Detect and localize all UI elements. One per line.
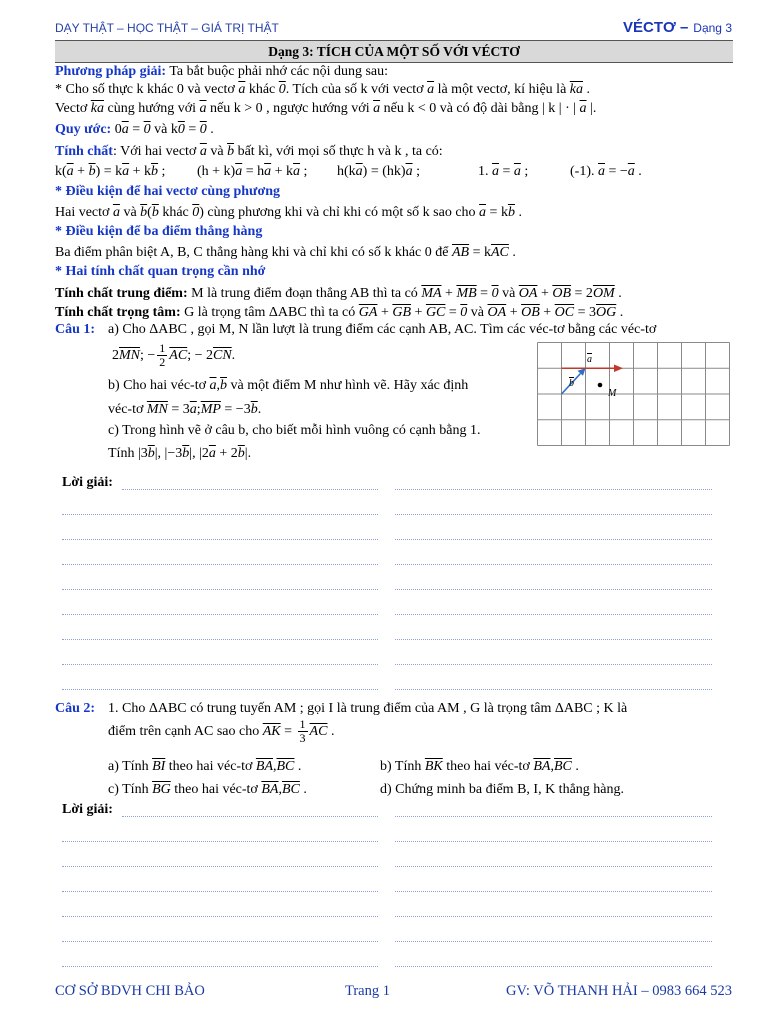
vector-expr: $\overline{a}$ <box>238 82 246 97</box>
vector-a-label: a <box>587 354 592 365</box>
vector-expr: $\overline{BA}$ <box>533 759 551 774</box>
vector-expr: $\overline{a}$ <box>189 402 197 417</box>
text-run: . <box>231 348 236 363</box>
vector-expr: $\overline{AC}$ <box>491 245 509 260</box>
text-run: = −3 <box>220 402 251 417</box>
grid-figure <box>537 342 730 447</box>
question-1-part-c-magnitudes <box>108 445 251 463</box>
formula-distributive-scalars <box>197 163 307 181</box>
text-run: ; − <box>140 348 156 363</box>
text-run: và <box>119 205 141 220</box>
important-heading: * Hai tính chất quan trọng cần nhớ <box>55 264 266 279</box>
three-points-line <box>55 244 516 262</box>
vector-expr: $\overline{a}$ <box>513 164 521 179</box>
answer-line[interactable] <box>62 639 378 640</box>
text-run: = − <box>605 164 628 179</box>
vector-expr: $\overline{a}$ <box>66 164 74 179</box>
text-run: |, |2 <box>189 446 209 461</box>
header-slogan: DẠY THẬT – HỌC THẬT – GIÁ TRỊ THẬT <box>55 21 279 35</box>
vector-expr: $\overline{b}$ <box>140 205 148 220</box>
text-run: , <box>278 782 282 797</box>
text-run: + <box>506 305 522 320</box>
text-run: a) Tính <box>108 759 153 774</box>
vector-expr: $\overline{b}$ <box>88 164 96 179</box>
vector-expr: $\overline{AC}$ <box>169 348 188 363</box>
convention-line <box>55 121 214 139</box>
vector-b-label: b <box>569 378 574 389</box>
vector-expr: $\overline{a}$ <box>492 164 499 179</box>
vector-expr: $\overline{a}$ <box>479 205 487 220</box>
point-m-dot <box>598 383 603 388</box>
answer-line[interactable] <box>395 816 712 817</box>
text-run: ) = (hk) <box>362 164 406 179</box>
fraction-numerator: 1 <box>299 717 306 732</box>
footer-page-number: Trang 1 <box>345 983 390 999</box>
answer-line[interactable] <box>395 916 712 917</box>
vector-expr: $\overline{a}$ <box>199 144 207 159</box>
text-run: = k <box>469 245 491 260</box>
centroid-label: Tính chất trọng tâm: <box>55 305 181 320</box>
text-run: Vectơ <box>55 101 91 116</box>
text-run: 1. <box>478 164 492 179</box>
text-run: = 2 <box>571 286 593 301</box>
text-run: * Cho số thực k khác 0 và vectơ <box>55 82 239 97</box>
vector-expr: $\overline{BI}$ <box>152 759 166 774</box>
text-run: điểm trên cạnh AC sao cho <box>108 724 263 739</box>
text-run: và một điểm M như hình vẽ. Hãy xác định <box>227 378 469 393</box>
answer-line[interactable] <box>62 689 378 690</box>
text-run: và <box>467 305 488 320</box>
text-run: = <box>445 305 461 320</box>
text-run: . <box>327 724 335 739</box>
text-run: M là trung điểm đoạn thẳng AB thì ta có <box>187 286 422 301</box>
vector-expr: 0 <box>491 286 499 301</box>
answer-line[interactable] <box>395 941 712 942</box>
vector-expr: $\overline{AB}$ <box>451 245 470 260</box>
vector-expr: $\overline{b}$ <box>151 164 159 179</box>
text-run: , <box>216 378 220 393</box>
text-run: ( <box>147 205 152 220</box>
text-run: nếu k < 0 và có độ dài bằng | k | · | <box>380 101 580 116</box>
vector-expr: $\overline{OC}$ <box>554 305 575 320</box>
vector-expr: $\overline{ka}$ <box>569 82 583 97</box>
text-run: + <box>411 305 426 320</box>
vector-expr: $\overline{b}$ <box>237 446 245 461</box>
vector-expr: $\overline{MN}$ <box>119 348 140 363</box>
collinear-heading: * Điều kiện để hai vectơ cùng phương <box>55 184 280 199</box>
text-run: , <box>550 759 554 774</box>
text-run: nếu k > 0 , ngược hướng với <box>206 101 374 116</box>
text-run: khác <box>158 205 193 220</box>
vector-expr: $\overline{BA}$ <box>261 782 279 797</box>
vector-expr: $\overline{b}$ <box>220 378 227 393</box>
text-run: . <box>294 759 302 774</box>
vector-expr: $\overline{BC}$ <box>281 782 300 797</box>
question-1-label: Câu 1: <box>55 322 96 337</box>
text-run: ; <box>520 164 529 179</box>
text-run: ; <box>300 164 308 179</box>
answer-line[interactable] <box>395 639 712 640</box>
vector-expr: $\overline{a}$ <box>427 82 435 97</box>
answer-line[interactable] <box>62 664 378 665</box>
vector-expr: 0 <box>199 122 207 137</box>
text-run: và k <box>150 122 178 137</box>
vector-expr: $\overline{OB}$ <box>521 305 540 320</box>
text-run: là một vectơ, kí hiệu là <box>434 82 570 97</box>
section-title-bar <box>55 40 733 63</box>
method-rule-2 <box>55 100 596 118</box>
formula-distributive-vectors <box>55 163 165 181</box>
topic-subtitle: Dạng 3 <box>693 21 732 35</box>
text-run: k( <box>55 164 67 179</box>
vector-expr: $\overline{GA}$ <box>358 305 378 320</box>
answer-line[interactable] <box>62 941 378 942</box>
vector-expr: $\overline{BK}$ <box>424 759 443 774</box>
text-run: = <box>128 122 144 137</box>
answer-line[interactable] <box>62 841 378 842</box>
answer-line[interactable] <box>122 489 378 490</box>
text-run: . <box>571 759 579 774</box>
text-run: |, |−3 <box>154 446 183 461</box>
vector-expr: $\overline{OA}$ <box>518 286 538 301</box>
vector-expr: $\overline{MP}$ <box>200 402 221 417</box>
text-run: ; − 2 <box>187 348 213 363</box>
text-run: Ba điểm phân biệt A, B, C thẳng hàng khi và chỉ khi có số k khác 0 để <box>55 245 452 260</box>
vector-expr: $\overline{a}$ <box>121 122 129 137</box>
text-run: ) = k <box>95 164 123 179</box>
text-run: + <box>539 305 555 320</box>
vector-expr: $\overline{b}$ <box>250 402 258 417</box>
question-1-part-b <box>108 377 468 395</box>
vector-expr: $\overline{a}$ <box>373 101 381 116</box>
vector-expr: $\overline{MA}$ <box>421 286 442 301</box>
vector-expr: $\overline{a}$ <box>122 164 130 179</box>
topic-title: VÉCTƠ – <box>622 19 689 36</box>
vector-expr: $\overline{a}$ <box>208 446 216 461</box>
footer-school: CƠ SỞ BDVH CHI BẢO <box>55 983 205 999</box>
text-run: . <box>508 245 516 260</box>
text-run: theo hai véc-tơ <box>165 759 256 774</box>
section-title: Dạng 3: TÍCH CỦA MỘT SỐ VỚI VÉCTƠ <box>268 44 520 59</box>
vector-expr: $\overline{BG}$ <box>152 782 171 797</box>
formula-identity <box>478 163 528 181</box>
fraction-denominator: 2 <box>159 355 166 370</box>
text-run: Ta bắt buộc phải nhớ các nội dung sau: <box>166 64 389 79</box>
text-run: véc-tơ <box>108 402 147 417</box>
text-run: theo hai véc-tơ <box>170 782 262 797</box>
question-2-part-a <box>108 758 301 776</box>
answer-line[interactable] <box>395 664 712 665</box>
vector-expr: $\overline{a}$ <box>199 101 207 116</box>
answer-line[interactable] <box>395 966 712 967</box>
vector-expr: 0 <box>143 122 151 137</box>
answer-line[interactable] <box>395 689 712 690</box>
answer-line[interactable] <box>395 489 712 490</box>
text-run: + <box>441 286 457 301</box>
vector-expr: $\overline{a}$ <box>264 164 272 179</box>
fraction-denominator: 3 <box>299 731 306 746</box>
vector-expr: $\overline{GB}$ <box>392 305 412 320</box>
text-run: = <box>499 164 514 179</box>
text-run: : Với hai vectơ <box>112 144 200 159</box>
answer-line[interactable] <box>62 891 378 892</box>
answer-line[interactable] <box>395 614 712 615</box>
point-m-label: M <box>608 388 617 399</box>
vector-expr: $\overline{OB}$ <box>552 286 572 301</box>
text-run: = 3 <box>574 305 597 320</box>
text-run: (h + k) <box>197 164 236 179</box>
fraction-numerator: 1 <box>159 341 166 356</box>
solution-label: Lời giải: <box>62 802 113 817</box>
answer-line[interactable] <box>62 614 378 615</box>
vector-expr: $\overline{b}$ <box>182 446 190 461</box>
text-run: = k <box>486 205 508 220</box>
question-2-statement: 1. Cho ΔABC có trung tuyến AM ; gọi I là trung điểm của AM , G là trọng tâm ΔABC ; K là <box>108 701 628 716</box>
text-run: , <box>273 759 277 774</box>
collinear-line <box>55 204 522 222</box>
vector-expr: $\overline{CN}$ <box>212 348 232 363</box>
method-label: Phương pháp giải: <box>55 64 167 79</box>
fraction <box>298 718 308 745</box>
text-run: . <box>634 164 642 179</box>
vector-expr: $\overline{a}$ <box>112 205 120 220</box>
vector-expr: $\overline{ka}$ <box>90 101 104 116</box>
text-run: = h <box>242 164 265 179</box>
question-1-part-c: c) Trong hình vẽ ở câu b, cho biết mỗi hình vuông có cạnh bằng 1. <box>108 423 481 438</box>
text-run: khác <box>245 82 279 97</box>
question-1-part-a: a) Cho ΔABC , gọi M, N lần lượt là trung điểm các cạnh AB, AC. Tìm các véc-tơ bằng các véc-tơ <box>108 322 657 337</box>
vector-expr: $\overline{OA}$ <box>487 305 507 320</box>
vector-a-arrow <box>562 365 624 373</box>
text-run: b) Tính <box>380 759 425 774</box>
text-run: 2 <box>112 348 119 363</box>
text-run: và <box>206 144 228 159</box>
text-run: = <box>184 122 200 137</box>
vector-expr: $\overline{b}$ <box>147 446 155 461</box>
midpoint-label: Tính chất trung điểm: <box>55 286 188 301</box>
text-run: và <box>498 286 519 301</box>
method-line <box>55 63 388 81</box>
text-run: + <box>377 305 393 320</box>
answer-line[interactable] <box>62 916 378 917</box>
answer-line[interactable] <box>395 891 712 892</box>
property-label: Tính chất <box>55 144 113 159</box>
text-run: . <box>206 122 214 137</box>
text-run: . <box>299 782 307 797</box>
formula-associative <box>337 163 420 181</box>
vector-expr: $\overline{a}$ <box>235 164 243 179</box>
answer-line[interactable] <box>62 539 378 540</box>
text-run: + k <box>271 164 294 179</box>
vector-expr: 0 <box>278 82 286 97</box>
vector-expr: $\overline{OM}$ <box>592 286 615 301</box>
text-run: . Tích của số k với vectơ <box>285 82 428 97</box>
answer-line[interactable] <box>122 816 378 817</box>
text-run: ) cùng phương khi và chỉ khi có một số k sao cho <box>199 205 480 220</box>
text-run: 0 <box>111 122 122 137</box>
question-2-part-d: d) Chứng minh ba điểm B, I, K thẳng hàng. <box>380 782 625 797</box>
footer-teacher: GV: VÕ THANH HẢI – 0983 664 523 <box>506 983 732 999</box>
grid-lines <box>538 343 730 446</box>
answer-line[interactable] <box>395 539 712 540</box>
text-run: = <box>280 724 296 739</box>
text-run: bất kì, với mọi số thực h và k , ta có: <box>234 144 443 159</box>
vector-expr: $\overline{b}$ <box>507 205 515 220</box>
question-2-label: Câu 2: <box>55 701 96 716</box>
text-run: = 3 <box>167 402 190 417</box>
text-run: . <box>583 82 590 97</box>
answer-line[interactable] <box>395 564 712 565</box>
text-run: G là trọng tâm ΔABC thì ta có <box>180 305 359 320</box>
vector-expr: $\overline{b}$ <box>151 205 159 220</box>
text-run: + k <box>129 164 152 179</box>
vector-expr: 0 <box>192 205 200 220</box>
question-1-part-a-vectors <box>112 342 235 370</box>
text-run: |. <box>244 446 252 461</box>
text-run: Hai vectơ <box>55 205 113 220</box>
text-run: ; <box>412 164 420 179</box>
vector-expr: $\overline{GC}$ <box>425 305 446 320</box>
header-topic <box>623 18 732 37</box>
answer-line[interactable] <box>62 514 378 515</box>
vector-expr: $\overline{MN}$ <box>146 402 168 417</box>
midpoint-line <box>55 285 622 303</box>
question-2-statement-cont <box>108 718 334 746</box>
vector-expr: $\overline{AC}$ <box>309 724 328 739</box>
text-run: cùng hướng với <box>104 101 200 116</box>
vector-expr: $\overline{a}$ <box>405 164 413 179</box>
vector-expr: $\overline{MB}$ <box>456 286 477 301</box>
vector-expr: 0 <box>177 122 185 137</box>
answer-line[interactable] <box>62 966 378 967</box>
vector-expr: $\overline{OG}$ <box>596 305 617 320</box>
vector-expr: $\overline{b}$ <box>227 144 235 159</box>
text-run: + 2 <box>215 446 238 461</box>
vector-expr: $\overline{a}$ <box>579 101 587 116</box>
question-1-part-b-vectors <box>108 401 261 419</box>
vector-expr: $\overline{a}$ <box>627 164 635 179</box>
text-run: c) Tính <box>108 782 153 797</box>
vector-expr: 0 <box>460 305 468 320</box>
formula-negation <box>570 163 642 181</box>
answer-line[interactable] <box>395 514 712 515</box>
convention-label: Quy ước: <box>55 122 112 137</box>
text-run: theo hai véc-tơ <box>442 759 534 774</box>
question-2-part-c <box>108 781 307 799</box>
answer-line[interactable] <box>62 564 378 565</box>
vector-expr: $\overline{a}$ <box>293 164 301 179</box>
text-run: (-1). <box>570 164 598 179</box>
text-run: ; <box>158 164 166 179</box>
vector-expr: $\overline{BA}$ <box>255 759 273 774</box>
vector-expr: $\overline{a}$ <box>209 378 217 393</box>
solution-label: Lời giải: <box>62 475 113 490</box>
text-run: . <box>257 402 262 417</box>
text-run: h(k <box>337 164 356 179</box>
vector-expr: $\overline{BC}$ <box>553 759 572 774</box>
text-run: . <box>614 286 622 301</box>
text-run: + <box>73 164 89 179</box>
answer-line[interactable] <box>62 866 378 867</box>
answer-line[interactable] <box>62 589 378 590</box>
text-run: . <box>514 205 522 220</box>
vector-expr: $\overline{a}$ <box>355 164 363 179</box>
vector-expr: $\overline{AK}$ <box>262 724 281 739</box>
answer-line[interactable] <box>395 866 712 867</box>
text-run: b) Cho hai véc-tơ <box>108 378 210 393</box>
text-run: . <box>616 305 624 320</box>
text-run: |. <box>586 101 597 116</box>
vector-expr: $\overline{a}$ <box>598 164 605 179</box>
centroid-line <box>55 304 623 322</box>
text-run: + <box>537 286 553 301</box>
text-run: ; <box>196 402 201 417</box>
property-line <box>55 143 443 161</box>
vector-expr: $\overline{BC}$ <box>276 759 295 774</box>
method-rule-1 <box>55 81 590 99</box>
question-2-part-b <box>380 758 579 776</box>
text-run: = <box>476 286 492 301</box>
fraction <box>157 342 167 369</box>
three-points-heading: * Điều kiện để ba điểm thẳng hàng <box>55 224 263 239</box>
answer-line[interactable] <box>395 841 712 842</box>
text-run: Tính |3 <box>108 446 148 461</box>
answer-line[interactable] <box>395 589 712 590</box>
